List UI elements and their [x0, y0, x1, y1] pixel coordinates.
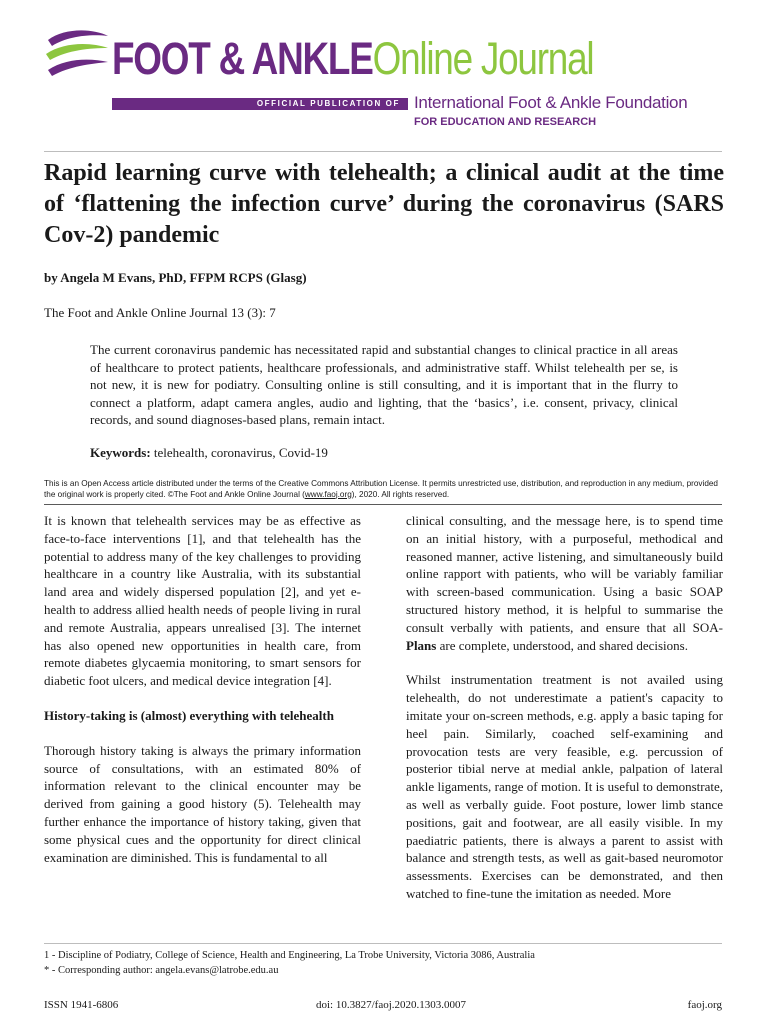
- footnote-divider: [44, 943, 722, 944]
- journal-title-main: FOOT & ANKLE: [112, 33, 373, 84]
- swoosh-logo-icon: [44, 26, 110, 84]
- keywords: [90, 445, 328, 461]
- journal-link[interactable]: www.faoj.org: [304, 489, 352, 499]
- journal-citation: The Foot and Ankle Online Journal 13 (3): 7: [44, 305, 276, 320]
- body-text: are complete, understood, and shared decisions.: [436, 637, 688, 653]
- body-paragraph: [406, 512, 723, 654]
- foundation-subtitle: FOR EDUCATION AND RESEARCH: [414, 116, 597, 128]
- body-paragraph: Whilst instrumentation treatment is not availed using telehealth, do not underestimate a patient's capacity to imitate your on-screen methods, e.g. apply a basic taping for heel pain. Similarly, coached self-examining and provocation tests are very feasible, e.g. percussion of posterior tibial nerve at medial ankle, palpation of lateral ankle ligaments, range of motion. It is useful to demonstrate, as well as verbally guide. Foot posture, lower limb stance positions, gait and footwear, are all easily visible. In my paediatric patients, there is always a parent to assist with balance and strength tests, as well as gait-based neuromotor assessments. Exercises can be demonstrated, and then watched to fine-tune the imitation as needed. More: [406, 672, 723, 901]
- doi: doi: 10.3827/faoj.2020.1303.0007: [316, 999, 467, 1011]
- keywords-list: telehealth, coronavirus, Covid-19: [153, 445, 328, 460]
- license-divider: [44, 504, 722, 505]
- author-byline: by Angela M Evans, PhD, FFPM RCPS (Glasg): [44, 270, 307, 285]
- body-paragraph: Thorough history taking is always the primary information source of consultations, with an estimated 80% of information relevant to the clinical encounter may be derived from gaining a good history (5). Telehealth may further enhance the importance of history taking, given that some physical cues and the opportunity for direct clinical examination are diminished. This is fundamental to all: [44, 742, 361, 865]
- right-column: [406, 512, 723, 920]
- section-heading: History-taking is (almost) everything with telehealth: [44, 707, 334, 723]
- site-link[interactable]: faoj.org: [687, 999, 722, 1011]
- official-publication-bar: OFFICIAL PUBLICATION OF: [112, 98, 408, 110]
- header-divider: [44, 151, 722, 152]
- journal-title: [112, 32, 593, 86]
- left-column: [44, 512, 361, 883]
- license-notice: [44, 479, 724, 500]
- issn: ISSN 1941-6806: [44, 999, 119, 1011]
- keywords-label: Keywords:: [90, 445, 151, 460]
- abstract: The current coronavirus pandemic has necessitated rapid and substantial changes to clinical practice in all areas of healthcare to protect patients, healthcare professionals, and administrative staff. Whilst telehealth per se, is not new, it is new for podiatry. Consulting online is still consulting, and it is important that in the flurry to connect a platform, adapt camera angles, audio and lighting, that the ‘basics’, i.e. consent, privacy, clinical records, and sound diagnoses-based plans, remain intact.: [90, 342, 678, 427]
- license-text: This is an Open Access article distributed under the terms of the Creative Commons Attribution License. It permits unrestricted use, distribution, and reproduction in any medium, provided the original work is properly cited. ©The Foot and Ankle Online Journal (: [44, 479, 718, 499]
- license-end: ), 2020. All rights reserved.: [351, 489, 450, 499]
- journal-title-sub: Online Journal: [372, 33, 594, 84]
- foundation-name: International Foot & Ankle Foundation: [414, 93, 688, 112]
- body-text: clinical consulting, and the message here, is to spend time on an initial history, with a purposeful, methodical and reasoned manner, active listening, and simultaneously build online rapport with patients, who will be variably familiar with screen-based communication. Using a basic SOAP structured history method, it is helpful to summarise the consult verbally with patients, and ensure that all SOA-: [406, 513, 723, 635]
- article-title: Rapid learning curve with telehealth; a clinical audit at the time of ‘flattening the infection curve’ during the coronavirus (SARS Cov-2) pandemic: [44, 160, 724, 248]
- body-bold-text: Plans: [406, 637, 437, 653]
- body-paragraph: It is known that telehealth services may be as effective as face-to-face interventions [1], and that telehealth has the potential to address many of the key challenges to providing healthcare in a country like Australia, with its substantial land area and widely dispersed population [2], and yet e-health to address allied health needs of people living in rural and remote Australia, appears unrealised [3]. The internet has also opened new opportunities in health care, from remote diabetes glycaemia monitoring, to smart sensors for diabetic foot ulcers, and medical device integration [4].: [44, 513, 361, 689]
- footnote-affiliation: 1 - Discipline of Podiatry, College of Science, Health and Engineering, La Trobe University, Victoria 3086, Australia: [44, 950, 535, 961]
- footnote-corresponding-author: * - Corresponding author: angela.evans@latrobe.edu.au: [44, 965, 279, 976]
